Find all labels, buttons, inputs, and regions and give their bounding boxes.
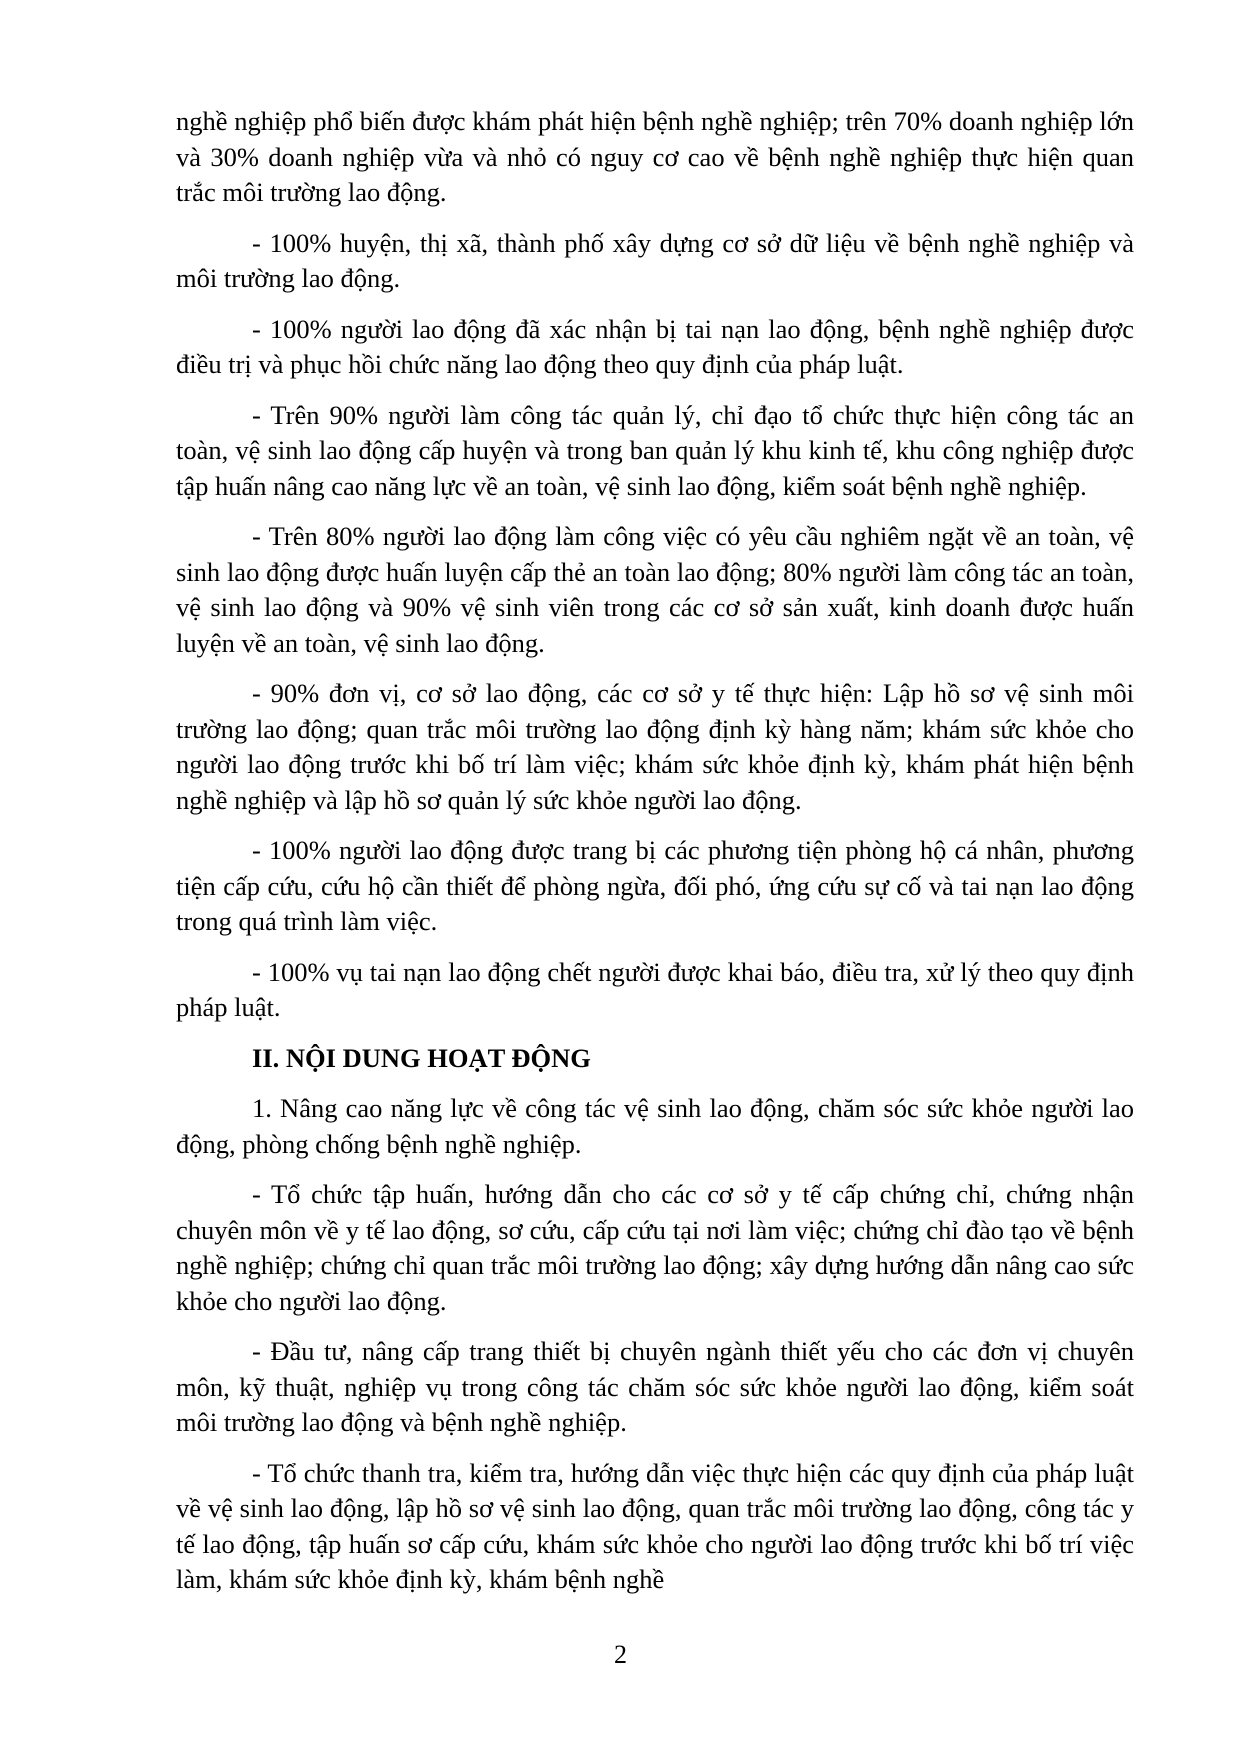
paragraph-equipment-investment: - Đầu tư, nâng cấp trang thiết bị chuyên ngành thiết yếu cho các đơn vị chuyên môn, kỹ thuật, nghiệp vụ trong công tác chăm sóc sức khỏe người lao động, kiểm soát môi trường lao động và bệnh nghề nghiệp. [176,1336,1134,1437]
page-number: 2 [614,1640,627,1669]
paragraph-fatal-accident-reporting: - 100% vụ tai nạn lao động chết người được khai báo, điều tra, xử lý theo quy định pháp luật. [176,956,1134,1022]
paragraph-district-database: - 100% huyện, thị xã, thành phố xây dựng cơ sở dữ liệu về bệnh nghề nghiệp và môi trường lao động. [176,227,1134,293]
paragraph-protective-equipment: - 100% người lao động được trang bị các phương tiện phòng hộ cá nhân, phương tiện cấp cứu, cứu hộ cần thiết để phòng ngừa, đối phó, ứng cứu sự cố và tai nạn lao động trong quá trình làm việc. [176,835,1134,936]
paragraph-training-certificates: - Tổ chức tập huấn, hướng dẫn cho các cơ sở y tế cấp chứng chỉ, chứng nhận chuyên môn về y tế lao động, sơ cứu, cấp cứu tại nơi làm việc; chứng chỉ đào tạo về bệnh nghề nghiệp; chứng chỉ quan trắc môi trường lao động; xây dựng hướng dẫn nâng cao sức khỏe cho người lao động. [176,1179,1134,1316]
document-page [176,104,1134,1613]
paragraph-continuation: nghề nghiệp phổ biến được khám phát hiện bệnh nghề nghiệp; trên 70% doanh nghiệp lớn và 30% doanh nghiệp vừa và nhỏ có nguy cơ cao về bệnh nghề nghiệp thực hiện quan trắc môi trường lao động. [176,106,1134,207]
paragraph-capacity-building: 1. Nâng cao năng lực về công tác vệ sinh lao động, chăm sóc sức khỏe người lao động, phòng chống bệnh nghề nghiệp. [176,1093,1134,1159]
paragraph-worker-safety-card: - Trên 80% người lao động làm công việc có yêu cầu nghiêm ngặt về an toàn, vệ sinh lao động được huấn luyện cấp thẻ an toàn lao động; 80% người làm công tác an toàn, vệ sinh lao động và 90% vệ sinh viên trong các cơ sở sản xuất, kinh doanh được huấn luyện về an toàn, vệ sinh lao động. [176,521,1134,658]
paragraph-hygiene-records: - 90% đơn vị, cơ sở lao động, các cơ sở y tế thực hiện: Lập hồ sơ vệ sinh môi trường lao động; quan trắc môi trường lao động định kỳ hàng năm; khám sức khỏe cho người lao động trước khi bố trí làm việc; khám sức khỏe định kỳ, khám phát hiện bệnh nghề nghiệp và lập hồ sơ quản lý sức khỏe người lao động. [176,678,1134,815]
paragraph-inspection: - Tổ chức thanh tra, kiểm tra, hướng dẫn việc thực hiện các quy định của pháp luật về vệ sinh lao động, lập hồ sơ vệ sinh lao động, quan trắc môi trường lao động, công tác y tế lao động, tập huấn sơ cấp cứu, khám sức khỏe cho người lao động trước khi bố trí việc làm, khám sức khỏe định kỳ, khám bệnh nghề [176,1457,1134,1594]
paragraph-manager-training: - Trên 90% người làm công tác quản lý, chỉ đạo tổ chức thực hiện công tác an toàn, vệ sinh lao động cấp huyện và trong ban quản lý khu kinh tế, khu công nghiệp được tập huấn nâng cao năng lực về an toàn, vệ sinh lao động, kiểm soát bệnh nghề nghiệp. [176,399,1134,501]
section-heading: II. NỘI DUNG HOẠT ĐỘNG [252,1042,591,1073]
paragraph-treatment-rehabilitation: - 100% người lao động đã xác nhận bị tai nạn lao động, bệnh nghề nghiệp được điều trị và phục hồi chức năng lao động theo quy định của pháp luật. [176,313,1134,379]
